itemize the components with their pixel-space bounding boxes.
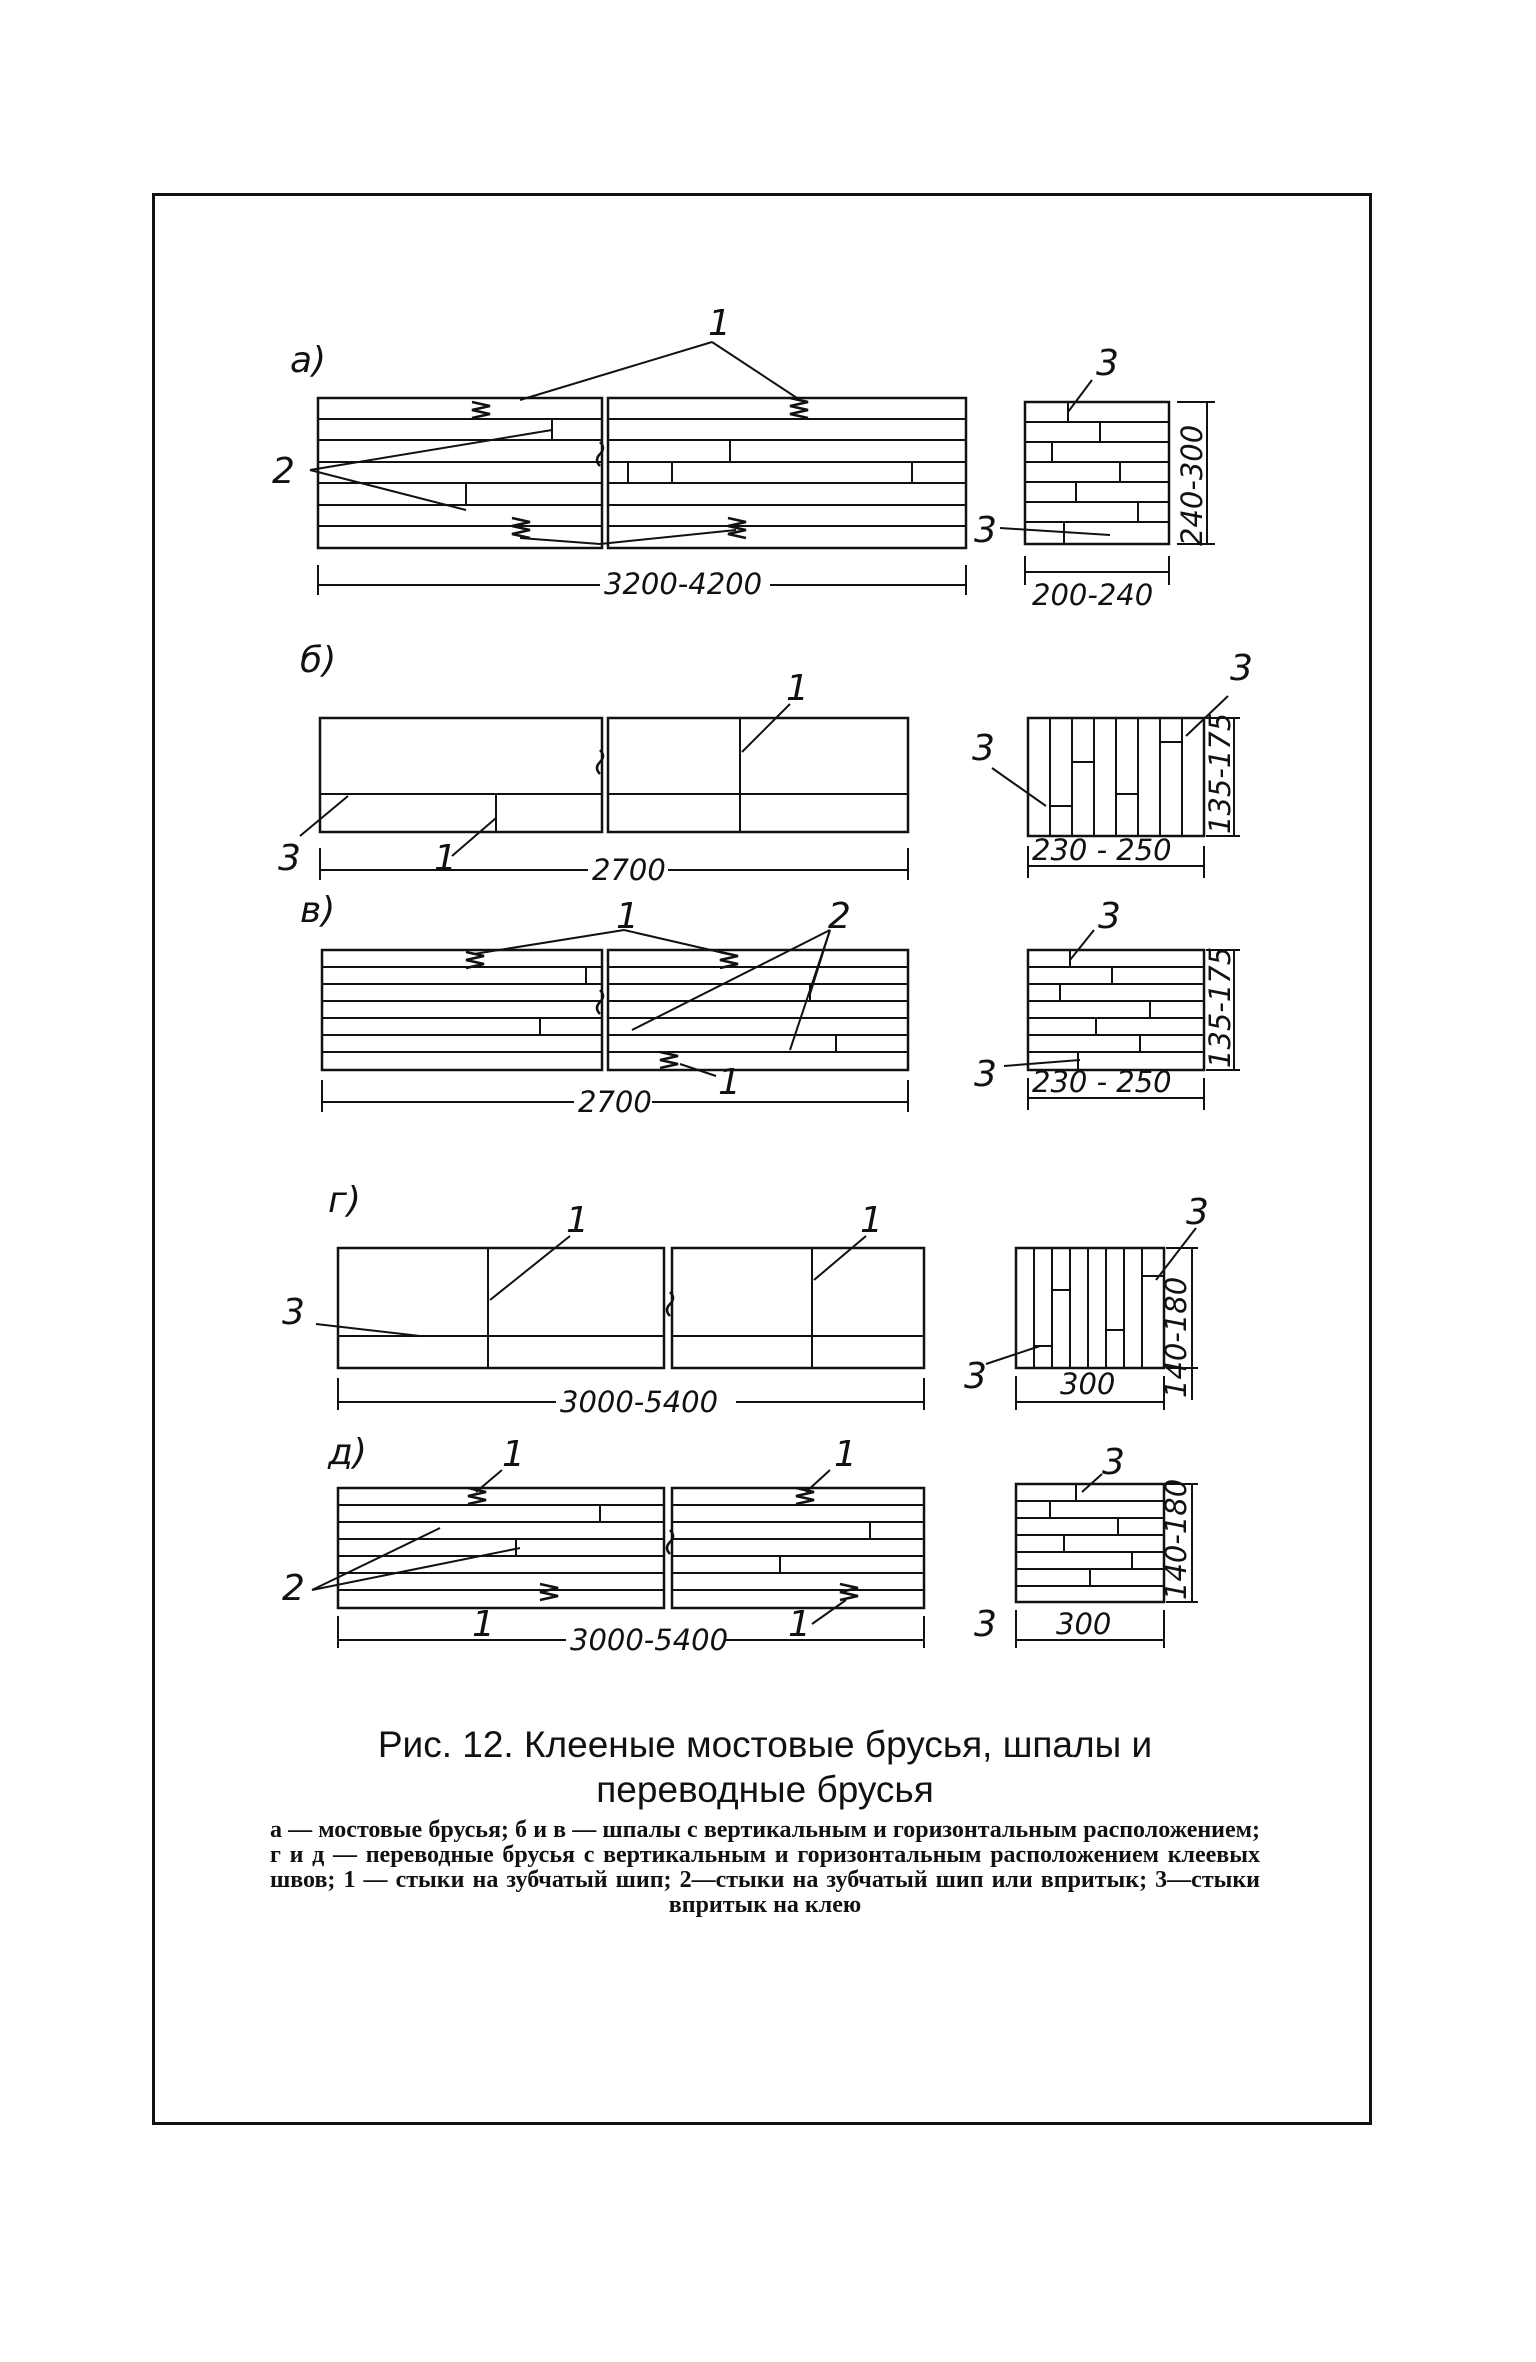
panel-g-length-label: 3000-5400: [560, 1385, 719, 1419]
panel-a-callout-3-left: 3: [974, 510, 997, 551]
panel-a-lamellae: [318, 419, 966, 526]
panel-g-section-callout-3-right: 3: [1186, 1192, 1209, 1233]
panel-d-callout-1-bottom-right: 1: [788, 1604, 811, 1645]
panel-d-callout-1-left: 1: [502, 1434, 525, 1475]
panel-d-finger-joint: [796, 1488, 814, 1504]
panel-v-lamellae: [322, 967, 908, 1052]
panel-b: [278, 640, 1253, 887]
panel-g-leaders: [316, 1236, 866, 1336]
panel-v-finger-joint: [720, 952, 738, 968]
panel-a-callout-2: 2: [272, 451, 295, 492]
panel-b-callout-3: 3: [278, 838, 301, 879]
panel-d-section-callout-3-left: 3: [974, 1604, 997, 1645]
panel-b-seams: [320, 718, 908, 832]
panel-a-section-lamellae: [1025, 402, 1169, 544]
panel-a-letter: а): [290, 340, 327, 381]
panel-v-letter: в): [300, 890, 336, 931]
panel-v-width-label: 230 - 250: [1032, 1065, 1172, 1099]
panel-v-callout-1-bottom: 1: [718, 1062, 741, 1103]
panel-d-finger-joint: [540, 1584, 558, 1600]
panel-a-height-label: 240-300: [1175, 424, 1209, 546]
panel-d-leaders: [312, 1470, 846, 1624]
panel-a-callout-1: 1: [708, 303, 731, 344]
panel-g-seams: [338, 1248, 924, 1368]
panel-d-letter: д): [328, 1432, 367, 1473]
panel-v-callout-2: 2: [828, 896, 851, 937]
figure-caption-title: Рис. 12. Клееные мостовые брусья, шпалы и переводные брусья: [377, 1724, 1153, 1810]
panel-v-callout-1-top: 1: [616, 896, 639, 937]
panel-d-section-lamellae: [1016, 1484, 1164, 1586]
panel-g-callout-1-left: 1: [566, 1200, 589, 1241]
panel-d-width-label: 300: [1056, 1607, 1112, 1641]
panel-v-length-label: 2700: [578, 1085, 652, 1119]
panel-g-letter: г): [328, 1180, 361, 1221]
panel-b-height-label: 135-175: [1203, 712, 1237, 834]
panel-v-finger-joint: [660, 1052, 678, 1068]
panel-g-section-callout-3-left: 3: [964, 1356, 987, 1397]
panel-d: [282, 1432, 1198, 1657]
panel-g-callout-1-right: 1: [860, 1200, 883, 1241]
panel-g-section-lamellae: [1034, 1248, 1164, 1368]
panel-v-section-lamellae: [1028, 950, 1204, 1070]
panel-v-section-callout-3-left: 3: [974, 1054, 997, 1095]
panel-v: [300, 890, 1240, 1119]
panel-g: [282, 1180, 1209, 1419]
panel-g-callout-3: 3: [282, 1292, 305, 1333]
figure-caption-legend: а — мостовые брусья; б и в — шпалы с вертикальным и горизонтальным расположением; г и д — переводные брусья с вертикальным и горизонтальным расположением клеевых швов; 1 — стыки на зубчатый шип; 2—стыки на зубчатый шип или впритык; 3—стыки впритык на клею: [270, 1817, 1260, 1918]
panel-b-letter: б): [300, 640, 337, 681]
panel-a-finger-joint: [790, 398, 808, 418]
panel-a-finger-joint: [472, 402, 490, 418]
panel-b-section-callout-3-left: 3: [972, 728, 995, 769]
panel-b-section-callout-3-right: 3: [1230, 648, 1253, 689]
panel-b-callout-1-top: 1: [786, 668, 809, 709]
panel-g-width-label: 300: [1060, 1367, 1116, 1401]
panel-d-callout-2: 2: [282, 1568, 305, 1609]
panel-d-section-callout-3-top: 3: [1102, 1442, 1125, 1483]
panel-d-finger-joint: [840, 1584, 858, 1600]
panel-a-finger-joint: [728, 518, 746, 538]
panel-d-callout-1-right: 1: [834, 1434, 857, 1475]
panel-b-callout-1-bottom: 1: [434, 838, 457, 879]
panel-a: [272, 303, 1215, 612]
panel-v-leaders: [474, 930, 830, 1076]
panel-b-beam-left: [320, 718, 602, 832]
panel-b-section-lamellae: [1050, 718, 1182, 836]
panel-b-length-label: 2700: [592, 853, 666, 887]
panel-b-width-label: 230 - 250: [1032, 833, 1172, 867]
panel-v-height-label: 135-175: [1203, 946, 1237, 1068]
panel-a-leaders: [310, 342, 800, 544]
panel-g-beam-left: [338, 1248, 664, 1368]
panel-d-lamellae: [338, 1505, 924, 1590]
panel-g-height-label: 140-180: [1159, 1276, 1193, 1398]
panel-a-finger-joint: [512, 518, 530, 538]
panel-a-callout-3-top: 3: [1096, 343, 1119, 384]
panel-a-length-label: 3200-4200: [604, 567, 763, 601]
panel-g-beam-right: [672, 1248, 924, 1368]
panel-v-section-callout-3-top: 3: [1098, 896, 1121, 937]
panel-d-callout-1-bottom-left: 1: [472, 1604, 495, 1645]
panel-a-width-label: 200-240: [1032, 578, 1154, 612]
panel-d-length-label: 3000-5400: [570, 1623, 729, 1657]
panel-d-height-label: 140-180: [1159, 1478, 1193, 1600]
